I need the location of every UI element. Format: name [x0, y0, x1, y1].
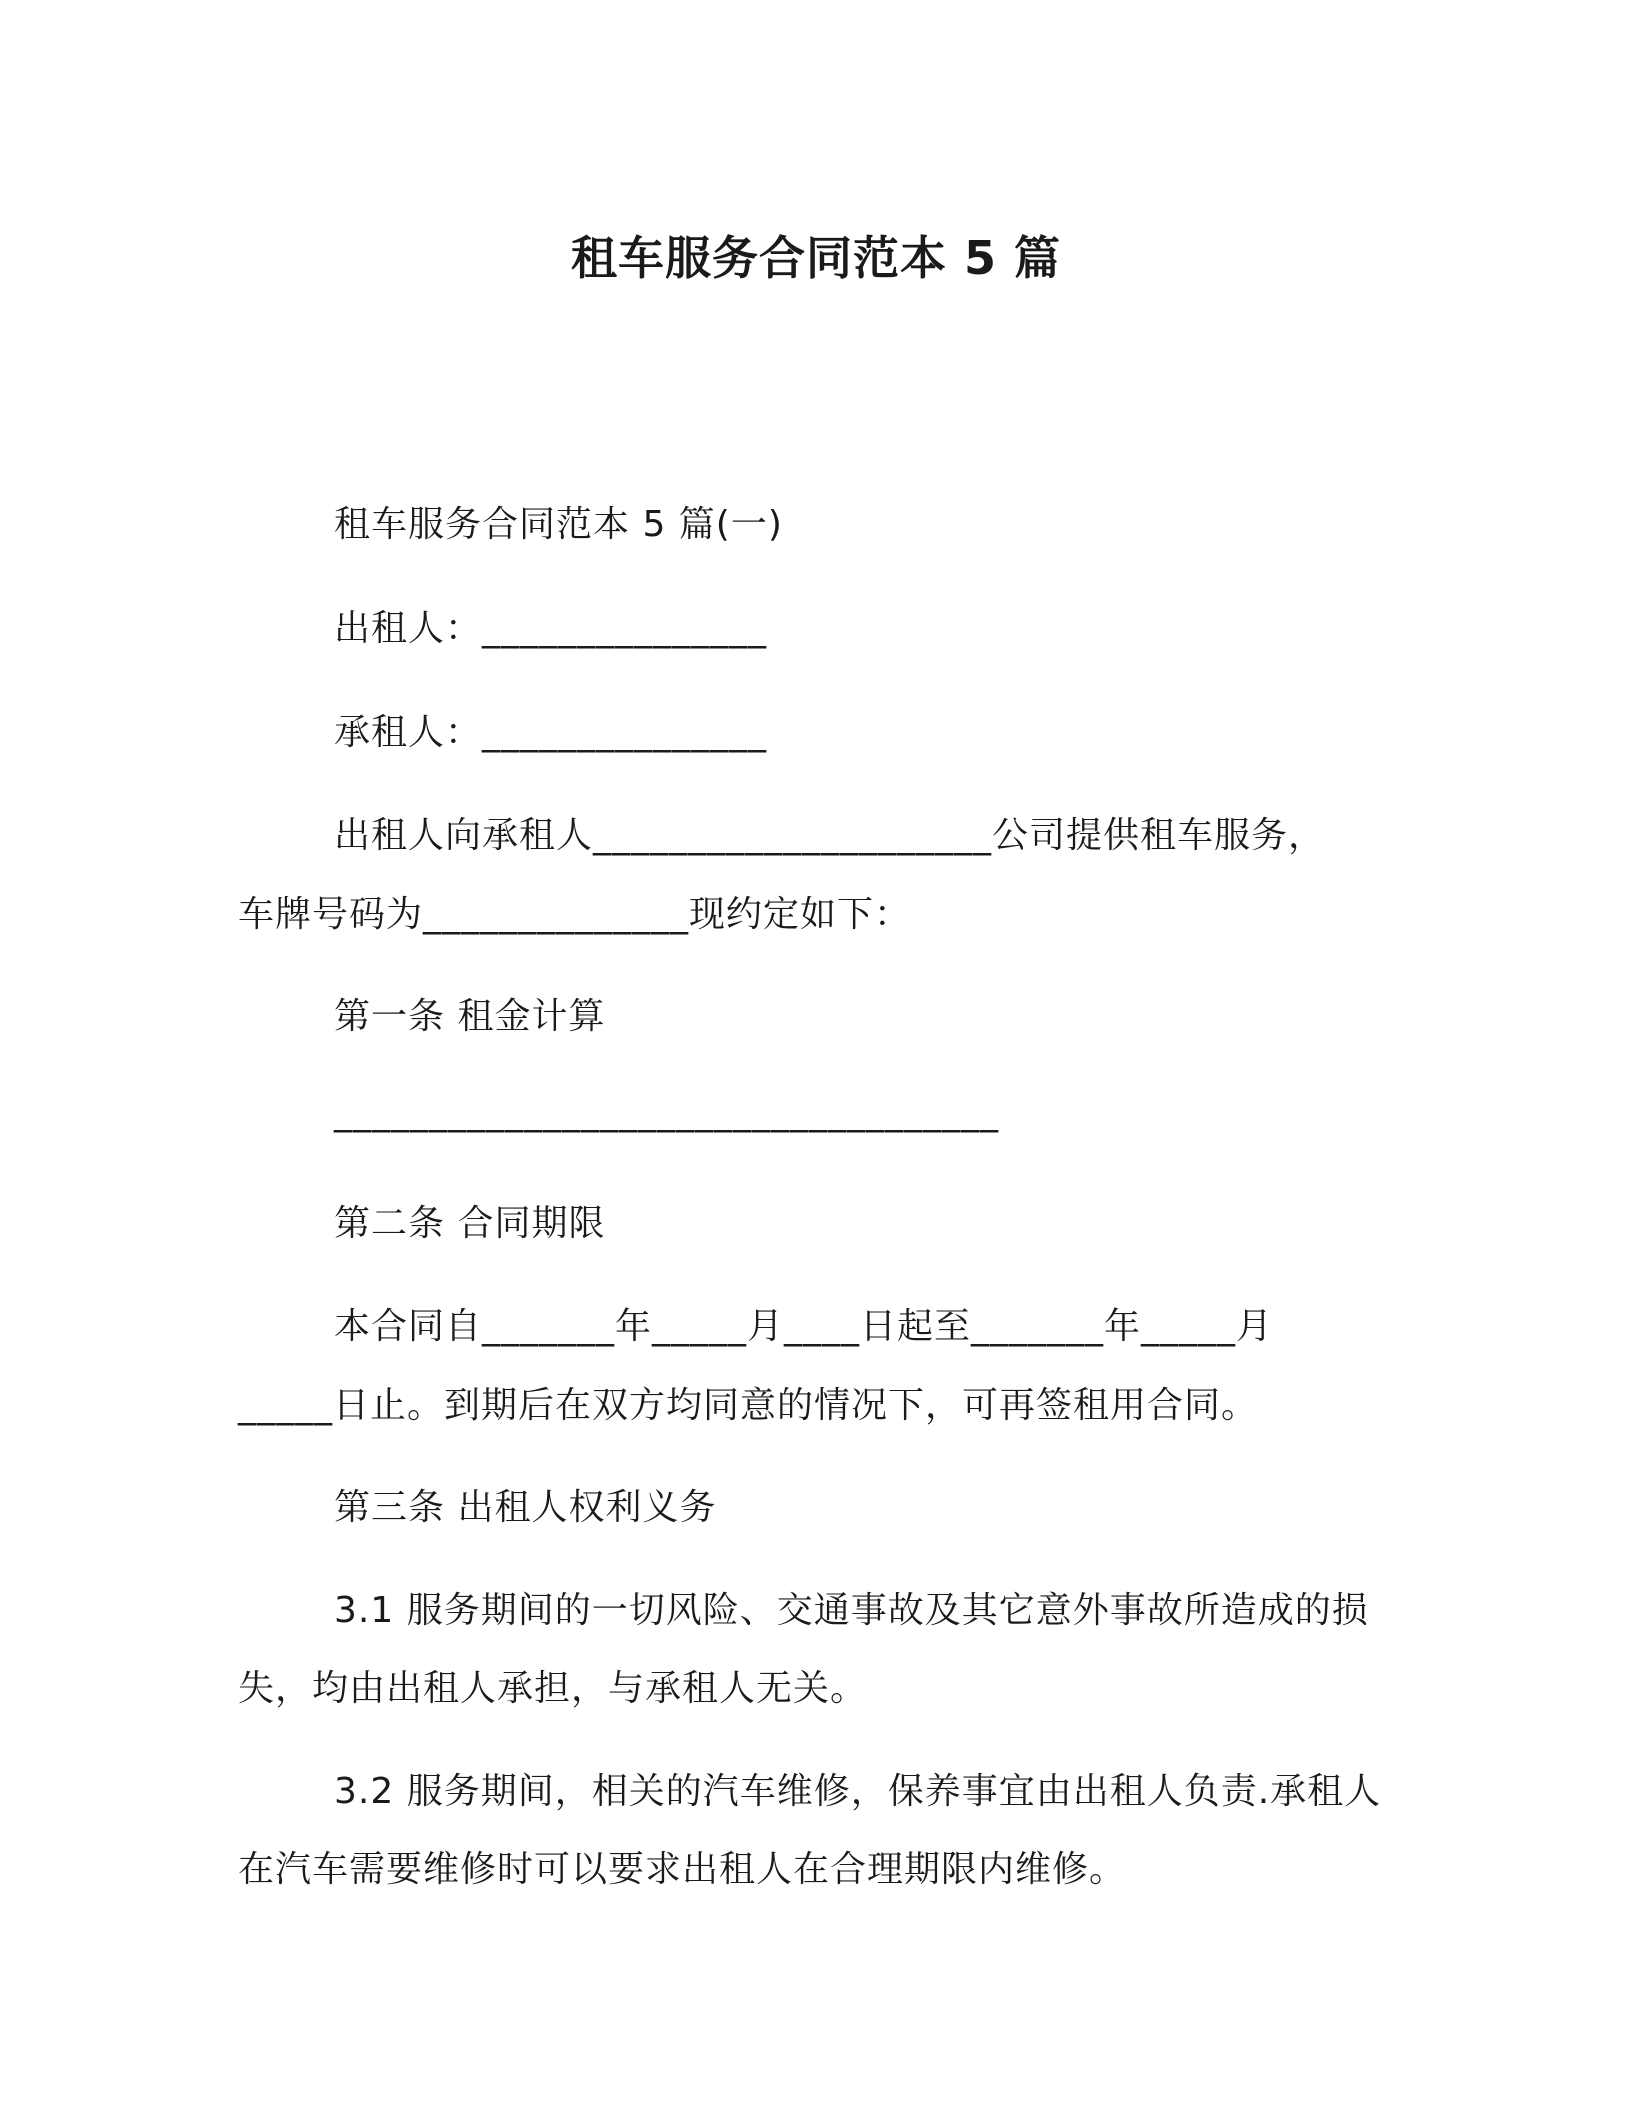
paragraph-line: 在汽车需要维修时可以要求出租人在合理期限内维修。: [238, 1849, 1127, 1890]
lessee-field: 承租人：_______________: [334, 712, 768, 753]
document-title: 租车服务合同范本 5 篇: [570, 231, 1062, 285]
article-heading: 第二条 合同期限: [334, 1203, 606, 1244]
paragraph-line: 3.2 服务期间，相关的汽车维修，保养事宜由出租人负责.承租人: [334, 1771, 1382, 1812]
paragraph-line: 出租人向承租人_____________________公司提供租车服务，: [334, 815, 1326, 856]
article-heading: 第三条 出租人权利义务: [334, 1487, 717, 1528]
paragraph-line: 3.1 服务期间的一切风险、交通事故及其它意外事故所造成的损: [334, 1590, 1369, 1631]
paragraph-line: 失，均由出租人承担，与承租人无关。: [238, 1668, 868, 1709]
blank-line: ___________________________________: [334, 1092, 999, 1133]
section-heading: 租车服务合同范本 5 篇(一): [334, 504, 783, 545]
paragraph-line: _____日止。到期后在双方均同意的情况下，可再签租用合同。: [238, 1385, 1259, 1426]
lessor-field: 出租人：_______________: [334, 608, 768, 649]
paragraph-line: 车牌号码为______________现约定如下：: [238, 894, 912, 935]
article-heading: 第一条 租金计算: [334, 996, 606, 1037]
paragraph-line: 本合同自_______年_____月____日起至_______年_____月: [334, 1306, 1274, 1347]
